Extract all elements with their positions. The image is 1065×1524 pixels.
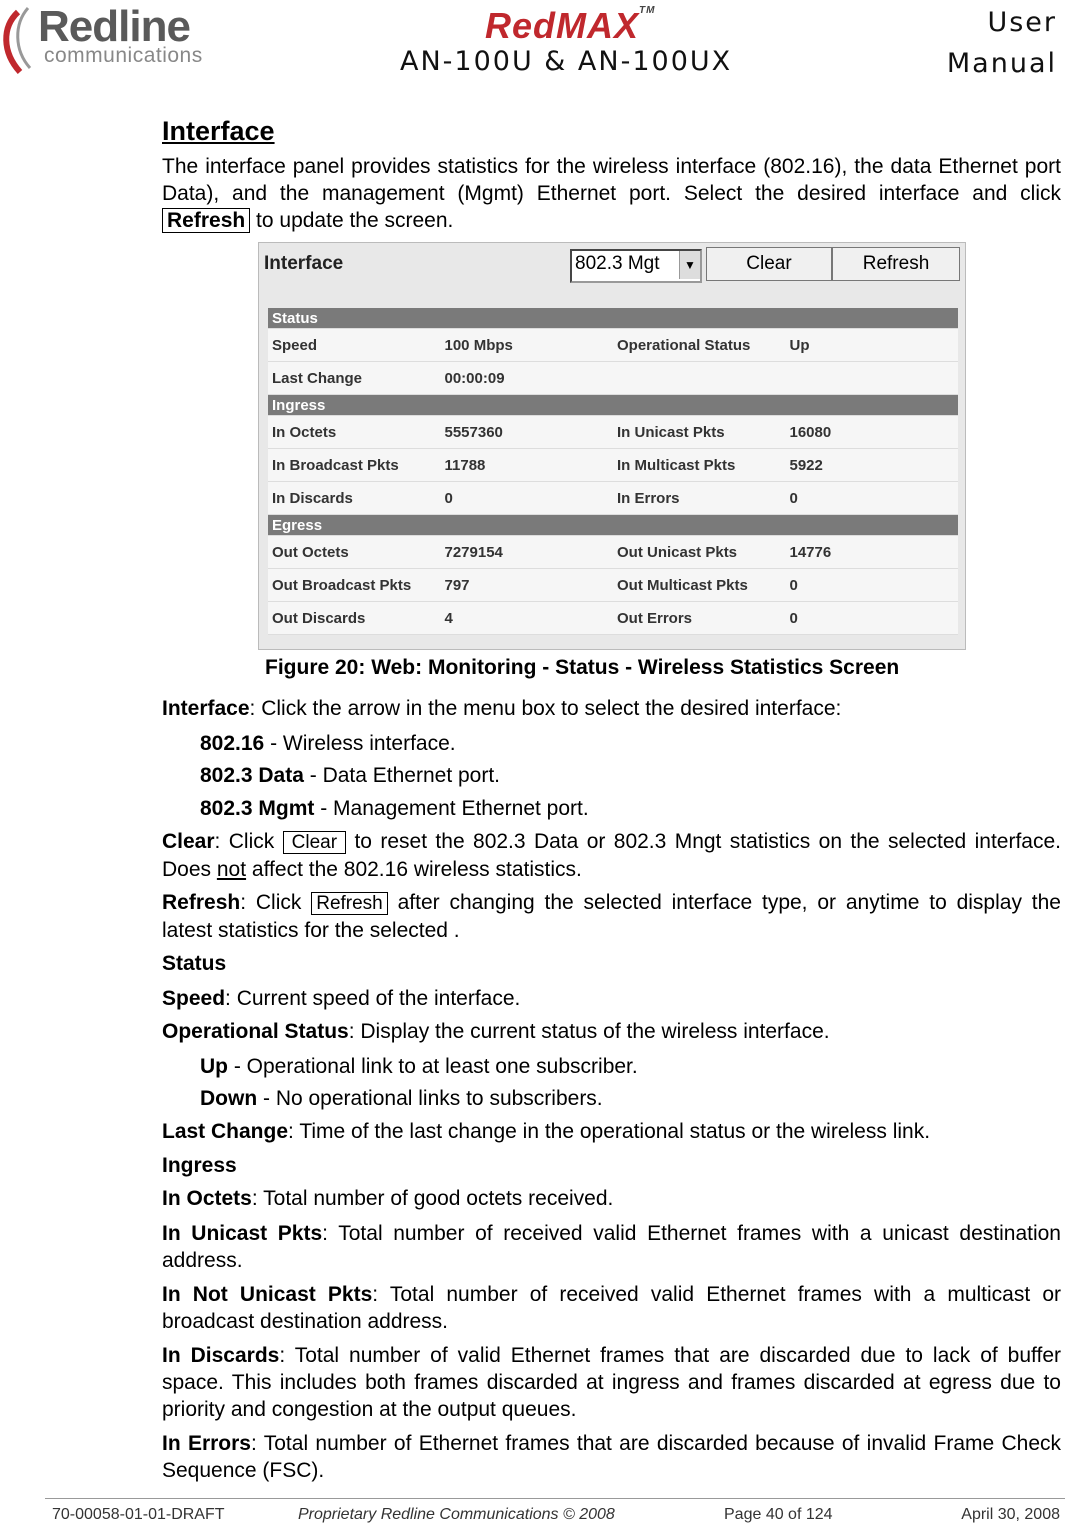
- stat-label: Out Broadcast Pkts: [268, 569, 441, 602]
- table-row: [268, 329, 958, 362]
- def-opt-data: 802.3 Data - Data Ethernet port.: [200, 764, 501, 787]
- footer-page: Page 40 of 124: [724, 1506, 833, 1523]
- stats-table: [268, 308, 958, 635]
- stat-label: Last Change: [268, 362, 441, 395]
- table-row: [268, 362, 958, 395]
- def-opstatus: Operational Status: Display the current status of the wireless interface.: [162, 1020, 830, 1043]
- stat-label: Operational Status: [613, 329, 786, 362]
- stat-label: Out Unicast Pkts: [613, 536, 786, 569]
- def-up: Up - Operational link to at least one subscriber.: [200, 1055, 638, 1078]
- clear-button[interactable]: Clear: [706, 247, 832, 281]
- status-section-header: Status: [268, 308, 958, 329]
- stat-value: 4: [441, 602, 614, 635]
- ingress-section-row: [268, 395, 958, 416]
- section-title: Interface: [162, 116, 275, 146]
- table-row: [268, 602, 958, 635]
- table-row: [268, 569, 958, 602]
- stat-label: Out Multicast Pkts: [613, 569, 786, 602]
- stat-value: 11788: [441, 449, 614, 482]
- egress-section-row: [268, 515, 958, 536]
- stat-label: In Unicast Pkts: [613, 416, 786, 449]
- stat-value: Up: [786, 329, 959, 362]
- stat-label: In Octets: [268, 416, 441, 449]
- interface-select-value: 802.3 Mgt: [575, 253, 660, 274]
- section-intro: The interface panel provides statistics for the wireless interface (802.16), the data Ethernet port Data), and the management (Mgmt) Ethernet port. Select the desired interface and click Refresh to update the screen.: [162, 155, 1061, 232]
- stat-value: [786, 362, 959, 395]
- def-inerrors: In Errors: Total number of Ethernet frames that are discarded because of invalid Frame Check Sequence (FSC).: [162, 1432, 1061, 1482]
- figure-title: Interface: [264, 253, 344, 274]
- stat-label: In Errors: [613, 482, 786, 515]
- def-innotunicast: In Not Unicast Pkts: Total number of received valid Ethernet frames with a multicast or broadcast destination address.: [162, 1283, 1061, 1333]
- stat-value: 7279154: [441, 536, 614, 569]
- egress-section-header: Egress: [268, 515, 958, 536]
- table-row: [268, 536, 958, 569]
- figure-caption: Figure 20: Web: Monitoring - Status - Wireless Statistics Screen: [265, 656, 900, 679]
- stat-label: In Broadcast Pkts: [268, 449, 441, 482]
- figure-screenshot: [258, 242, 966, 650]
- stat-value: 5922: [786, 449, 959, 482]
- table-row: [268, 482, 958, 515]
- footer-proprietary: Proprietary Redline Communications © 2008: [298, 1506, 615, 1523]
- stat-label: Speed: [268, 329, 441, 362]
- footer-doc-id: 70-00058-01-01-DRAFT: [52, 1506, 225, 1523]
- stat-value: 0: [441, 482, 614, 515]
- product-name: AN-100U & AN-100UX: [400, 46, 733, 77]
- stat-value: 5557360: [441, 416, 614, 449]
- inline-refresh-button-2: Refresh: [311, 892, 388, 915]
- brand-max: MAX: [556, 5, 640, 46]
- ingress-heading: Ingress: [162, 1154, 237, 1177]
- inline-refresh-button: Refresh: [162, 208, 250, 233]
- def-interface: Interface: Click the arrow in the menu box to select the desired interface:: [162, 697, 842, 720]
- def-indiscards: In Discards: Total number of valid Ethernet frames that are discarded due to lack of buffer space. This includes both frames discarded at ingress and frames discarded at egress due to priority and congestion at the output queues.: [162, 1344, 1061, 1421]
- def-clear: Clear: Click Clear to reset the 802.3 Data or 802.3 Mngt statistics on the selected interface. Does not affect the 802.16 wireless statistics.: [162, 830, 1061, 881]
- company-sub: communications: [44, 44, 203, 67]
- inline-clear-button: Clear: [283, 831, 346, 854]
- chevron-down-icon[interactable]: ▼: [679, 251, 700, 279]
- def-speed: Speed: Current speed of the interface.: [162, 987, 521, 1010]
- status-heading: Status: [162, 952, 227, 975]
- stat-value: 00:00:09: [441, 362, 614, 395]
- stat-value: 100 Mbps: [441, 329, 614, 362]
- table-row: [268, 416, 958, 449]
- status-section-row: [268, 308, 958, 329]
- stat-label: Out Octets: [268, 536, 441, 569]
- def-opt-80216: 802.16 - Wireless interface.: [200, 732, 456, 755]
- stat-label: In Discards: [268, 482, 441, 515]
- brand-tm: TM: [639, 5, 656, 16]
- stat-value: 0: [786, 602, 959, 635]
- company-logo: [0, 2, 215, 82]
- footer-divider: [45, 1498, 1065, 1499]
- stat-label: Out Discards: [268, 602, 441, 635]
- def-inoctets: In Octets: Total number of good octets received.: [162, 1187, 614, 1210]
- stat-label: [613, 362, 786, 395]
- interface-select[interactable]: [570, 249, 702, 283]
- brand-red: Red: [485, 5, 557, 46]
- stat-value: 797: [441, 569, 614, 602]
- refresh-button[interactable]: Refresh: [832, 247, 960, 281]
- doc-type-line1: User: [987, 7, 1057, 38]
- stat-value: 14776: [786, 536, 959, 569]
- def-down: Down - No operational links to subscribers.: [200, 1087, 603, 1110]
- def-refresh: Refresh: Click Refresh after changing the selected interface type, or anytime to display the latest statistics for the selected .: [162, 891, 1061, 942]
- stat-value: 16080: [786, 416, 959, 449]
- def-inunicast: In Unicast Pkts: Total number of received valid Ethernet frames with a unicast destination address.: [162, 1222, 1061, 1272]
- def-opt-mgmt: 802.3 Mgmt - Management Ethernet port.: [200, 797, 589, 820]
- stat-value: 0: [786, 482, 959, 515]
- brand-logo: [485, 5, 655, 47]
- stat-label: In Multicast Pkts: [613, 449, 786, 482]
- doc-type-line2: Manual: [946, 48, 1057, 79]
- footer-date: April 30, 2008: [961, 1506, 1060, 1523]
- def-lastchange: Last Change: Time of the last change in the operational status or the wireless link.: [162, 1120, 931, 1143]
- company-name: Redline: [38, 2, 190, 51]
- doc-type: [947, 2, 1057, 84]
- stat-label: Out Errors: [613, 602, 786, 635]
- ingress-section-header: Ingress: [268, 395, 958, 416]
- table-row: [268, 449, 958, 482]
- stat-value: 0: [786, 569, 959, 602]
